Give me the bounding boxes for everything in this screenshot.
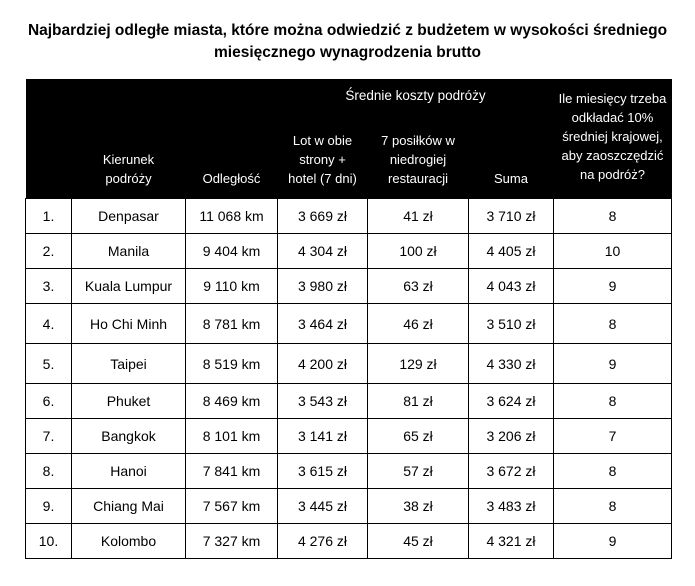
- cell-meals: 57 zł: [368, 454, 469, 489]
- table-row: [26, 489, 672, 524]
- table-row: [26, 454, 672, 489]
- cell-flight-hotel: 3 669 zł: [278, 199, 368, 234]
- cell-distance: 8 781 km: [186, 304, 278, 344]
- cell-rank: 10.: [26, 524, 72, 559]
- cell-flight-hotel: 3 543 zł: [278, 384, 368, 419]
- table-row: [26, 234, 672, 269]
- header-months-to-save: Ile miesięcy trzeba odkładać 10% średniej krajowej, aby zaoszczędzić na podróż?: [558, 91, 667, 182]
- cell-rank: 6.: [26, 384, 72, 419]
- cell-rank: 1.: [26, 199, 72, 234]
- cell-months: 8: [554, 199, 672, 234]
- cell-distance: 9 404 km: [186, 234, 278, 269]
- cell-distance: 8 469 km: [186, 384, 278, 419]
- cell-city: Taipei: [72, 344, 186, 384]
- cell-distance: 7 327 km: [186, 524, 278, 559]
- cell-city: Denpasar: [72, 199, 186, 234]
- cell-flight-hotel: 3 980 zł: [278, 269, 368, 304]
- page-title: [0, 20, 695, 64]
- cell-city: Kolombo: [72, 524, 186, 559]
- cell-distance: 9 110 km: [186, 269, 278, 304]
- cell-sum: 3 206 zł: [469, 419, 554, 454]
- cell-city: Ho Chi Minh: [72, 304, 186, 344]
- table-row: [26, 269, 672, 304]
- table-row: [26, 199, 672, 234]
- table-row: [26, 304, 672, 344]
- cell-rank: 7.: [26, 419, 72, 454]
- table-row: [26, 524, 672, 559]
- header-destination: Kierunek podróży: [102, 152, 155, 186]
- header-sum: Suma: [494, 171, 528, 186]
- cell-city: Bangkok: [72, 419, 186, 454]
- cell-months: 7: [554, 419, 672, 454]
- cell-meals: 46 zł: [368, 304, 469, 344]
- cell-meals: 63 zł: [368, 269, 469, 304]
- cell-city: Hanoi: [72, 454, 186, 489]
- table-header: [26, 79, 672, 199]
- table-body: [26, 199, 672, 559]
- header-average-costs: Średnie koszty podróży: [345, 88, 486, 103]
- cell-sum: 3 672 zł: [469, 454, 554, 489]
- cell-meals: 81 zł: [368, 384, 469, 419]
- header-flight-hotel: Lot w obie strony + hotel (7 dni): [288, 133, 357, 186]
- travel-cost-table: [25, 79, 672, 559]
- cell-city: Kuala Lumpur: [72, 269, 186, 304]
- cell-flight-hotel: 3 464 zł: [278, 304, 368, 344]
- cell-rank: 2.: [26, 234, 72, 269]
- cell-flight-hotel: 4 200 zł: [278, 344, 368, 384]
- cell-months: 9: [554, 269, 672, 304]
- cell-distance: 7 841 km: [186, 454, 278, 489]
- cell-distance: 8 519 km: [186, 344, 278, 384]
- cell-sum: 3 510 zł: [469, 304, 554, 344]
- cell-flight-hotel: 3 445 zł: [278, 489, 368, 524]
- cell-months: 9: [554, 524, 672, 559]
- cell-sum: 4 043 zł: [469, 269, 554, 304]
- title-line-1: Najbardziej odległe miasta, które można odwiedzić z budżetem w wysokości średniego: [27, 22, 668, 39]
- table-row: [26, 344, 672, 384]
- cell-rank: 8.: [26, 454, 72, 489]
- cell-flight-hotel: 3 615 zł: [278, 454, 368, 489]
- cell-meals: 38 zł: [368, 489, 469, 524]
- cell-flight-hotel: 3 141 zł: [278, 419, 368, 454]
- table-row: [26, 419, 672, 454]
- cell-city: Manila: [72, 234, 186, 269]
- cell-months: 8: [554, 454, 672, 489]
- cell-months: 9: [554, 344, 672, 384]
- cell-meals: 129 zł: [368, 344, 469, 384]
- cell-rank: 9.: [26, 489, 72, 524]
- cell-rank: 5.: [26, 344, 72, 384]
- cell-sum: 3 624 zł: [469, 384, 554, 419]
- cell-flight-hotel: 4 276 zł: [278, 524, 368, 559]
- cell-city: Phuket: [72, 384, 186, 419]
- cell-months: 8: [554, 489, 672, 524]
- cell-sum: 3 483 zł: [469, 489, 554, 524]
- cell-city: Chiang Mai: [72, 489, 186, 524]
- title-line-2: miesięcznego wynagrodzenia brutto: [214, 44, 481, 61]
- cell-months: 10: [554, 234, 672, 269]
- header-distance: Odległość: [202, 171, 261, 186]
- cell-meals: 100 zł: [368, 234, 469, 269]
- cell-distance: 8 101 km: [186, 419, 278, 454]
- header-meals: 7 posiłków w niedrogiej restauracji: [381, 133, 455, 186]
- cell-sum: 4 330 zł: [469, 344, 554, 384]
- header-rank-spacer: [26, 79, 72, 199]
- cell-meals: 41 zł: [368, 199, 469, 234]
- cell-distance: 11 068 km: [186, 199, 278, 234]
- cell-months: 8: [554, 384, 672, 419]
- table-row: [26, 384, 672, 419]
- cell-rank: 3.: [26, 269, 72, 304]
- cell-months: 8: [554, 304, 672, 344]
- cell-distance: 7 567 km: [186, 489, 278, 524]
- cell-sum: 4 405 zł: [469, 234, 554, 269]
- cell-sum: 3 710 zł: [469, 199, 554, 234]
- cell-rank: 4.: [26, 304, 72, 344]
- cell-meals: 65 zł: [368, 419, 469, 454]
- cell-flight-hotel: 4 304 zł: [278, 234, 368, 269]
- cell-meals: 45 zł: [368, 524, 469, 559]
- cell-sum: 4 321 zł: [469, 524, 554, 559]
